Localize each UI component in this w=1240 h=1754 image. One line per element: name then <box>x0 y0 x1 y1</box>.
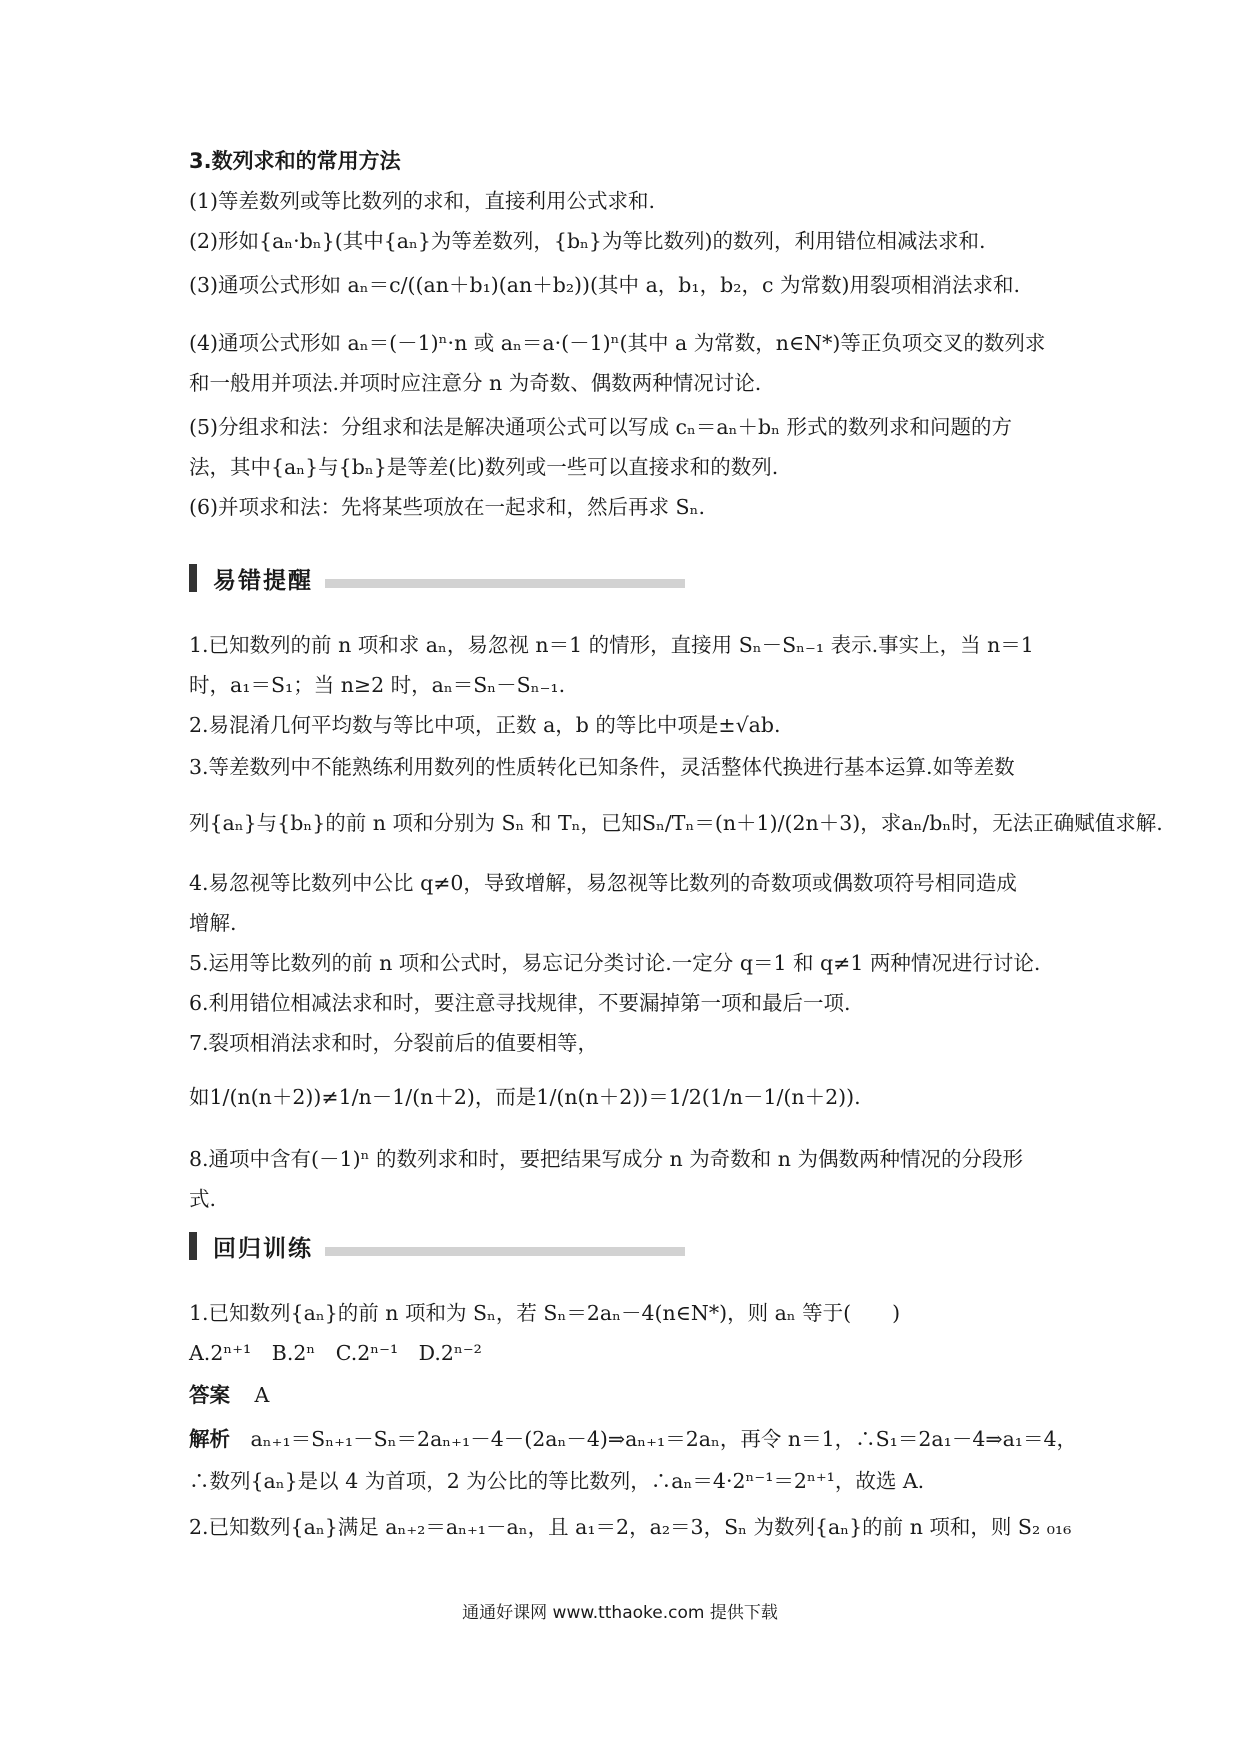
error-item-8-line2: 式. <box>189 1187 217 1211</box>
question-1-options: A.2ⁿ⁺¹ B.2ⁿ C.2ⁿ⁻¹ D.2ⁿ⁻² <box>189 1341 482 1365</box>
errors-heading-title: 易错提醒 <box>213 567 313 594</box>
method-item-4-line2: 和一般用并项法.并项时应注意分 n 为奇数、偶数两种情况讨论. <box>189 371 762 395</box>
error-item-3-line2: 列{aₙ}与{bₙ}的前 n 项和分别为 Sₙ 和 Tₙ，已知Sₙ/Tₙ＝(n＋1)/(2n＋3)，求aₙ/bₙ时，无法正确赋值求解. <box>189 811 1163 835</box>
error-item-6: 6.利用错位相减法求和时，要注意寻找规律，不要漏掉第一项和最后一项. <box>189 991 851 1015</box>
heading-rule-decoration <box>325 579 685 588</box>
practice-section-heading <box>189 1226 685 1266</box>
error-item-7-line1: 7.裂项相消法求和时，分裂前后的值要相等， <box>189 1031 599 1055</box>
analysis-label: 解析 <box>189 1427 230 1451</box>
method-item-3 <box>189 270 1020 300</box>
error-item-4-line1: 4.易忽视等比数列中公比 q≠0，导致增解，易忽视等比数列的奇数项或偶数项符号相同造成 <box>189 871 1017 895</box>
question-1: 1.已知数列{aₙ}的前 n 项和为 Sₙ，若 Sₙ＝2aₙ－4(n∈N*)，则 aₙ 等于( ) <box>189 1301 901 1325</box>
analysis-line1 <box>189 1424 1077 1454</box>
analysis-text-1: aₙ₊₁＝Sₙ₊₁－Sₙ＝2aₙ₊₁－4－(2aₙ－4)⇒aₙ₊₁＝2aₙ，再令 n＝1，∴S₁＝2a₁－4⇒a₁＝4， <box>250 1427 1078 1451</box>
error-item-1-line2: 时，a₁＝S₁；当 n≥2 时，aₙ＝Sₙ－Sₙ₋₁. <box>189 673 566 697</box>
error-item-4-line2: 增解. <box>189 911 237 935</box>
answer-line <box>189 1380 269 1410</box>
answer-value: A <box>254 1383 270 1407</box>
method-item-4-line1: (4)通项公式形如 aₙ＝(－1)ⁿ·n 或 aₙ＝a·(－1)ⁿ(其中 a 为常数，n∈N*)等正负项交叉的数列求 <box>189 331 1046 355</box>
section-title: 3.数列求和的常用方法 <box>189 149 401 173</box>
heading-rule-decoration <box>325 1247 685 1256</box>
errors-section-heading <box>189 558 685 598</box>
method-item-5-line2: 法，其中{aₙ}与{bₙ}是等差(比)数列或一些可以直接求和的数列. <box>189 455 779 479</box>
method-item-2 <box>189 226 986 256</box>
error-item-7-formula: 如1/(n(n＋2))≠1/n－1/(n＋2)，而是1/(n(n＋2))＝1/2(1/n－1/(n＋2)). <box>189 1085 861 1109</box>
method-item-6: (6)并项求和法：先将某些项放在一起求和，然后再求 Sₙ. <box>189 495 705 519</box>
heading-bar-decoration <box>189 1232 197 1260</box>
method-item-2-text: (2)形如{aₙ·bₙ}(其中{aₙ}为等差数列，{bₙ}为等比数列)的数列，利用错位相减法求和. <box>189 229 986 253</box>
method-item-3-text: (3)通项公式形如 aₙ＝c/((an＋b₁)(an＋b₂))(其中 a，b₁，b₂，c 为常数)用裂项相消法求和. <box>189 273 1020 297</box>
error-item-1-line1: 1.已知数列的前 n 项和求 aₙ，易忽视 n＝1 的情形，直接用 Sₙ－Sₙ₋₁ 表示.事实上，当 n＝1 <box>189 633 1034 657</box>
practice-heading-title: 回归训练 <box>213 1235 313 1262</box>
error-item-5: 5.运用等比数列的前 n 项和公式时，易忘记分类讨论.一定分 q＝1 和 q≠1 两种情况进行讨论. <box>189 951 1041 975</box>
analysis-line2: ∴数列{aₙ}是以 4 为首项，2 为公比的等比数列，∴aₙ＝4·2ⁿ⁻¹＝2ⁿ⁺¹，故选 A. <box>189 1469 925 1493</box>
method-item-1-text: (1)等差数列或等比数列的求和，直接利用公式求和. <box>189 189 656 213</box>
method-item-1 <box>189 186 655 216</box>
question-2: 2.已知数列{aₙ}满足 aₙ₊₂＝aₙ₊₁－aₙ，且 a₁＝2，a₂＝3，Sₙ 为数列{aₙ}的前 n 项和，则 S₂ ₀₁₆ <box>189 1515 1072 1539</box>
method-item-5-line1: (5)分组求和法：分组求和法是解决通项公式可以写成 cₙ＝aₙ＋bₙ 形式的数列求和问题的方 <box>189 415 1013 439</box>
heading-bar-decoration <box>189 564 197 592</box>
error-item-3-line1: 3.等差数列中不能熟练利用数列的性质转化已知条件，灵活整体代换进行基本运算.如等差数 <box>189 755 1015 779</box>
page-footer: 通通好课网 www.tthaoke.com 提供下载 <box>462 1603 778 1623</box>
error-item-8-line1: 8.通项中含有(－1)ⁿ 的数列求和时，要把结果写成分 n 为奇数和 n 为偶数两种情况的分段形 <box>189 1147 1023 1171</box>
answer-label: 答案 <box>189 1383 230 1407</box>
error-item-2: 2.易混淆几何平均数与等比中项，正数 a，b 的等比中项是±√ab. <box>189 713 781 737</box>
